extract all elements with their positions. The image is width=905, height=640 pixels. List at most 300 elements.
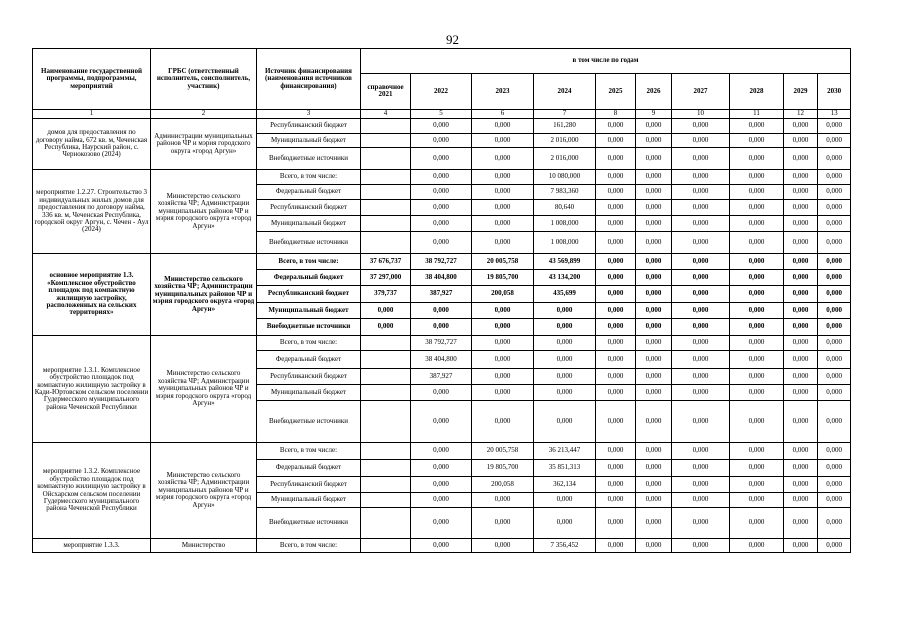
amount-cell: 0,000: [784, 539, 818, 553]
amount-cell: [361, 232, 411, 254]
amount-cell: 0,000: [411, 443, 472, 460]
amount-cell: 0,000: [672, 477, 730, 493]
amount-cell: 0,000: [672, 460, 730, 477]
amount-cell: 20 005,758: [472, 254, 534, 270]
amount-cell: 0,000: [818, 351, 851, 369]
amount-cell: 0,000: [636, 319, 672, 336]
amount-cell: 35 851,313: [534, 460, 596, 477]
amount-cell: [361, 216, 411, 232]
amount-cell: 80,640: [534, 200, 596, 216]
amount-cell: 0,000: [730, 148, 784, 170]
amount-cell: 0,000: [596, 443, 636, 460]
amount-cell: 200,058: [472, 286, 534, 303]
amount-cell: [361, 385, 411, 401]
amount-cell: 0,000: [784, 493, 818, 508]
amount-cell: 2 016,000: [534, 148, 596, 170]
amount-cell: 0,000: [730, 134, 784, 148]
grbs-name: Министерство сельского хозяйства ЧР; Администрации муниципальных районов ЧР и мэрия городского округа «город Аргун»: [151, 443, 257, 539]
column-number: 10: [672, 110, 730, 119]
amount-cell: 0,000: [818, 200, 851, 216]
amount-cell: 0,000: [596, 232, 636, 254]
amount-cell: 0,000: [596, 493, 636, 508]
amount-cell: 0,000: [818, 319, 851, 336]
amount-cell: 0,000: [636, 254, 672, 270]
amount-cell: 0,000: [730, 369, 784, 385]
funding-source: Республиканский бюджет: [257, 477, 361, 493]
amount-cell: 0,000: [596, 369, 636, 385]
amount-cell: 0,000: [636, 401, 672, 443]
amount-cell: 0,000: [784, 319, 818, 336]
amount-cell: [361, 134, 411, 148]
page-number: 92: [446, 32, 459, 47]
amount-cell: 43 569,899: [534, 254, 596, 270]
amount-cell: 0,000: [636, 351, 672, 369]
amount-cell: 0,000: [636, 232, 672, 254]
amount-cell: 0,000: [596, 134, 636, 148]
amount-cell: 0,000: [361, 319, 411, 336]
amount-cell: 0,000: [818, 401, 851, 443]
amount-cell: 0,000: [636, 119, 672, 134]
amount-cell: 0,000: [818, 270, 851, 286]
funding-source: Республиканский бюджет: [257, 286, 361, 303]
amount-cell: 0,000: [730, 303, 784, 319]
amount-cell: 0,000: [472, 336, 534, 351]
funding-source: Внебюджетные источники: [257, 319, 361, 336]
amount-cell: [361, 351, 411, 369]
amount-cell: 0,000: [596, 119, 636, 134]
amount-cell: 435,699: [534, 286, 596, 303]
header-year: 2025: [596, 73, 636, 109]
funding-source: Внебюджетные источники: [257, 508, 361, 539]
funding-source: Внебюджетные источники: [257, 401, 361, 443]
amount-cell: 0,000: [534, 336, 596, 351]
amount-cell: 0,000: [636, 336, 672, 351]
amount-cell: 0,000: [818, 232, 851, 254]
amount-cell: 2 016,000: [534, 134, 596, 148]
amount-cell: 0,000: [784, 119, 818, 134]
amount-cell: 0,000: [818, 185, 851, 200]
amount-cell: 0,000: [672, 134, 730, 148]
amount-cell: 0,000: [472, 351, 534, 369]
amount-cell: 0,000: [672, 385, 730, 401]
amount-cell: 0,000: [818, 254, 851, 270]
amount-cell: 0,000: [784, 254, 818, 270]
amount-cell: 0,000: [784, 170, 818, 185]
amount-cell: 0,000: [672, 254, 730, 270]
amount-cell: 0,000: [411, 385, 472, 401]
column-number: 1: [33, 110, 151, 119]
amount-cell: 0,000: [534, 385, 596, 401]
amount-cell: 10 080,000: [534, 170, 596, 185]
measure-name: мероприятие 1.3.1. Комплексное обустройство площадок под компактную жилищную застройку в Кади-Юртовском сельском поселении Гудермесского муниципального района Чеченской Республики: [33, 336, 151, 443]
amount-cell: 0,000: [472, 319, 534, 336]
amount-cell: 0,000: [534, 493, 596, 508]
header-year: 2024: [534, 73, 596, 109]
amount-cell: 0,000: [411, 477, 472, 493]
amount-cell: 0,000: [784, 286, 818, 303]
table-body: [33, 119, 851, 553]
funding-source: Муниципальный бюджет: [257, 216, 361, 232]
amount-cell: 0,000: [472, 134, 534, 148]
amount-cell: 0,000: [636, 148, 672, 170]
amount-cell: 20 005,758: [472, 443, 534, 460]
amount-cell: 38 792,727: [411, 254, 472, 270]
amount-cell: [361, 460, 411, 477]
amount-cell: 0,000: [730, 185, 784, 200]
amount-cell: 0,000: [411, 119, 472, 134]
amount-cell: 200,058: [472, 477, 534, 493]
grbs-name: Министерство сельского хозяйства ЧР; Администрации муниципальных районов ЧР и мэрия городского округа «город Аргун»: [151, 254, 257, 336]
amount-cell: 0,000: [784, 443, 818, 460]
amount-cell: 0,000: [672, 185, 730, 200]
amount-cell: 0,000: [672, 200, 730, 216]
amount-cell: [361, 477, 411, 493]
header-row: [33, 49, 851, 74]
amount-cell: 37 297,000: [361, 270, 411, 286]
amount-cell: 38 404,800: [411, 351, 472, 369]
amount-cell: 0,000: [596, 185, 636, 200]
amount-cell: 0,000: [730, 460, 784, 477]
funding-source: Всего, в том числе:: [257, 539, 361, 553]
header-year: 2023: [472, 73, 534, 109]
amount-cell: 0,000: [818, 443, 851, 460]
amount-cell: 0,000: [636, 477, 672, 493]
amount-cell: 0,000: [472, 493, 534, 508]
amount-cell: 0,000: [672, 319, 730, 336]
funding-source: Федеральный бюджет: [257, 351, 361, 369]
amount-cell: 0,000: [818, 477, 851, 493]
amount-cell: 0,000: [636, 134, 672, 148]
funding-source: Федеральный бюджет: [257, 460, 361, 477]
amount-cell: 0,000: [411, 493, 472, 508]
amount-cell: 0,000: [784, 385, 818, 401]
amount-cell: 0,000: [596, 148, 636, 170]
amount-cell: 0,000: [784, 200, 818, 216]
amount-cell: 0,000: [730, 477, 784, 493]
column-number-row: [33, 110, 851, 119]
amount-cell: 1 008,000: [534, 232, 596, 254]
amount-cell: 0,000: [534, 401, 596, 443]
amount-cell: [361, 200, 411, 216]
amount-cell: 0,000: [672, 443, 730, 460]
amount-cell: 0,000: [534, 303, 596, 319]
amount-cell: 0,000: [411, 319, 472, 336]
column-number: 12: [784, 110, 818, 119]
amount-cell: 0,000: [596, 254, 636, 270]
amount-cell: 0,000: [411, 303, 472, 319]
amount-cell: 0,000: [411, 200, 472, 216]
header-funding-source: Источник финансирования (наименования источников финансирования): [257, 49, 361, 110]
amount-cell: 38 792,727: [411, 336, 472, 351]
amount-cell: 0,000: [411, 185, 472, 200]
column-number: 5: [411, 110, 472, 119]
amount-cell: 0,000: [472, 385, 534, 401]
column-number: 6: [472, 110, 534, 119]
grbs-name: Министерство: [151, 539, 257, 553]
funding-source: Республиканский бюджет: [257, 200, 361, 216]
table-row: [33, 336, 851, 351]
amount-cell: 0,000: [472, 539, 534, 553]
amount-cell: 0,000: [636, 286, 672, 303]
column-number: 8: [596, 110, 636, 119]
table-row: [33, 539, 851, 553]
amount-cell: 0,000: [784, 508, 818, 539]
funding-source: Муниципальный бюджет: [257, 385, 361, 401]
amount-cell: [361, 369, 411, 385]
amount-cell: 0,000: [672, 401, 730, 443]
amount-cell: 0,000: [534, 508, 596, 539]
amount-cell: 0,000: [472, 303, 534, 319]
amount-cell: 0,000: [818, 460, 851, 477]
header-year: 2029: [784, 73, 818, 109]
amount-cell: 0,000: [534, 319, 596, 336]
amount-cell: 0,000: [636, 270, 672, 286]
grbs-name: Администрации муниципальных районов ЧР и мэрия городского округа «город Аргун»: [151, 119, 257, 170]
amount-cell: 0,000: [472, 148, 534, 170]
funding-source: Муниципальный бюджет: [257, 134, 361, 148]
amount-cell: 0,000: [730, 170, 784, 185]
amount-cell: 0,000: [818, 493, 851, 508]
amount-cell: 0,000: [784, 148, 818, 170]
amount-cell: 0,000: [784, 134, 818, 148]
amount-cell: 38 404,800: [411, 270, 472, 286]
amount-cell: 0,000: [818, 385, 851, 401]
amount-cell: 0,000: [730, 539, 784, 553]
amount-cell: 0,000: [672, 119, 730, 134]
amount-cell: 0,000: [411, 401, 472, 443]
amount-cell: 0,000: [596, 270, 636, 286]
amount-cell: 0,000: [730, 232, 784, 254]
amount-cell: 0,000: [818, 286, 851, 303]
measure-name: основное мероприятие 1.3. «Комплексное обустройство площадок под компактную жилищную застройку, расположенных на сельских территориях»: [33, 254, 151, 336]
amount-cell: [361, 185, 411, 200]
header-years-group: в том числе по годам: [361, 49, 851, 74]
amount-cell: 0,000: [730, 286, 784, 303]
funding-source: Внебюджетные источники: [257, 232, 361, 254]
amount-cell: 0,000: [636, 200, 672, 216]
measure-name: домов для предоставления по договору найма, 672 кв. м, Чеченская Республика, Наурский район, с. Чернокозово (2024): [33, 119, 151, 170]
header-year: 2027: [672, 73, 730, 109]
amount-cell: 0,000: [596, 336, 636, 351]
amount-cell: 0,000: [636, 443, 672, 460]
amount-cell: 0,000: [730, 493, 784, 508]
amount-cell: [361, 336, 411, 351]
amount-cell: 362,134: [534, 477, 596, 493]
amount-cell: 387,927: [411, 369, 472, 385]
amount-cell: 0,000: [784, 401, 818, 443]
header-ref-year: справочное 2021: [361, 73, 411, 109]
amount-cell: 0,000: [596, 477, 636, 493]
column-number: 9: [636, 110, 672, 119]
amount-cell: 0,000: [636, 216, 672, 232]
amount-cell: 0,000: [636, 185, 672, 200]
amount-cell: 0,000: [672, 351, 730, 369]
amount-cell: 0,000: [636, 539, 672, 553]
amount-cell: 0,000: [818, 508, 851, 539]
amount-cell: 0,000: [672, 303, 730, 319]
amount-cell: 0,000: [361, 303, 411, 319]
amount-cell: 0,000: [730, 336, 784, 351]
amount-cell: 379,737: [361, 286, 411, 303]
amount-cell: 0,000: [472, 200, 534, 216]
amount-cell: 0,000: [672, 336, 730, 351]
amount-cell: 0,000: [596, 303, 636, 319]
amount-cell: 0,000: [636, 385, 672, 401]
amount-cell: 0,000: [672, 232, 730, 254]
column-number: 7: [534, 110, 596, 119]
amount-cell: 0,000: [472, 508, 534, 539]
amount-cell: 0,000: [730, 351, 784, 369]
amount-cell: 0,000: [472, 369, 534, 385]
table-row: [33, 119, 851, 134]
amount-cell: 0,000: [672, 216, 730, 232]
funding-source: Всего, в том числе:: [257, 336, 361, 351]
amount-cell: [361, 170, 411, 185]
amount-cell: 0,000: [596, 170, 636, 185]
amount-cell: 0,000: [596, 460, 636, 477]
amount-cell: 0,000: [411, 460, 472, 477]
amount-cell: 0,000: [596, 385, 636, 401]
amount-cell: 0,000: [472, 185, 534, 200]
funding-source: Внебюджетные источники: [257, 148, 361, 170]
amount-cell: 0,000: [672, 508, 730, 539]
header-year: 2028: [730, 73, 784, 109]
header-program-name: Наименование государственной программы, подпрограммы, мероприятий: [33, 49, 151, 110]
funding-source: Всего, в том числе:: [257, 443, 361, 460]
amount-cell: 19 805,700: [472, 270, 534, 286]
amount-cell: 0,000: [784, 216, 818, 232]
budget-table: [32, 48, 851, 553]
amount-cell: 0,000: [730, 200, 784, 216]
column-number: 2: [151, 110, 257, 119]
amount-cell: 0,000: [730, 254, 784, 270]
table-row: [33, 443, 851, 460]
column-number: 11: [730, 110, 784, 119]
grbs-name: Министерство сельского хозяйства ЧР; Администрации муниципальных районов ЧР и мэрия городского округа «город Аргун»: [151, 170, 257, 254]
amount-cell: 0,000: [472, 216, 534, 232]
column-number: 3: [257, 110, 361, 119]
amount-cell: 0,000: [472, 119, 534, 134]
amount-cell: 37 676,737: [361, 254, 411, 270]
amount-cell: 7 983,360: [534, 185, 596, 200]
amount-cell: 0,000: [636, 170, 672, 185]
amount-cell: 36 213,447: [534, 443, 596, 460]
amount-cell: 0,000: [672, 270, 730, 286]
measure-name: мероприятие 1.3.2. Комплексное обустройство площадок под компактную жилищную застройку в Ойсхарском сельском поселении Гудермесского муниципального района Чеченской Республики: [33, 443, 151, 539]
amount-cell: 0,000: [636, 369, 672, 385]
amount-cell: 0,000: [596, 351, 636, 369]
amount-cell: 0,000: [411, 134, 472, 148]
amount-cell: [361, 119, 411, 134]
amount-cell: 387,927: [411, 286, 472, 303]
table-row: [33, 254, 851, 270]
amount-cell: 0,000: [411, 216, 472, 232]
amount-cell: 0,000: [596, 508, 636, 539]
amount-cell: 0,000: [411, 170, 472, 185]
amount-cell: 0,000: [818, 303, 851, 319]
measure-name: мероприятие 1.2.27. Строительство 3 индивидуальных жилых домов для предоставления по договору найма, 336 кв. м, Чеченская Республика, городской округ Аргун, с. Чечен - Аул (2024): [33, 170, 151, 254]
amount-cell: 0,000: [411, 539, 472, 553]
amount-cell: 0,000: [730, 119, 784, 134]
amount-cell: 0,000: [672, 539, 730, 553]
amount-cell: 0,000: [672, 286, 730, 303]
amount-cell: 19 805,700: [472, 460, 534, 477]
amount-cell: 0,000: [596, 319, 636, 336]
amount-cell: 0,000: [818, 119, 851, 134]
amount-cell: [361, 493, 411, 508]
amount-cell: [361, 508, 411, 539]
amount-cell: 0,000: [730, 508, 784, 539]
amount-cell: 0,000: [472, 170, 534, 185]
funding-source: Федеральный бюджет: [257, 270, 361, 286]
amount-cell: 0,000: [818, 369, 851, 385]
amount-cell: 0,000: [784, 185, 818, 200]
funding-source: Федеральный бюджет: [257, 185, 361, 200]
header-year: 2030: [818, 73, 851, 109]
amount-cell: 0,000: [784, 232, 818, 254]
amount-cell: 0,000: [596, 286, 636, 303]
amount-cell: 0,000: [818, 134, 851, 148]
amount-cell: 0,000: [730, 270, 784, 286]
amount-cell: 0,000: [784, 369, 818, 385]
amount-cell: 0,000: [784, 460, 818, 477]
amount-cell: 0,000: [818, 148, 851, 170]
amount-cell: 0,000: [730, 216, 784, 232]
amount-cell: 0,000: [596, 216, 636, 232]
amount-cell: 43 134,200: [534, 270, 596, 286]
amount-cell: [361, 148, 411, 170]
amount-cell: 0,000: [672, 170, 730, 185]
amount-cell: 0,000: [636, 303, 672, 319]
amount-cell: 7 356,452: [534, 539, 596, 553]
amount-cell: [361, 539, 411, 553]
amount-cell: 0,000: [636, 493, 672, 508]
amount-cell: 0,000: [818, 170, 851, 185]
funding-source: Республиканский бюджет: [257, 369, 361, 385]
amount-cell: 0,000: [636, 508, 672, 539]
amount-cell: 0,000: [818, 336, 851, 351]
amount-cell: 0,000: [472, 232, 534, 254]
amount-cell: 0,000: [672, 148, 730, 170]
funding-source: Муниципальный бюджет: [257, 493, 361, 508]
amount-cell: 0,000: [472, 401, 534, 443]
amount-cell: 0,000: [534, 369, 596, 385]
amount-cell: 0,000: [784, 303, 818, 319]
amount-cell: 0,000: [730, 385, 784, 401]
column-number: 13: [818, 110, 851, 119]
funding-source: Муниципальный бюджет: [257, 303, 361, 319]
amount-cell: 0,000: [534, 351, 596, 369]
amount-cell: 1 008,000: [534, 216, 596, 232]
amount-cell: 0,000: [411, 232, 472, 254]
amount-cell: 0,000: [636, 460, 672, 477]
amount-cell: 0,000: [730, 401, 784, 443]
amount-cell: 0,000: [818, 539, 851, 553]
column-number: 4: [361, 110, 411, 119]
amount-cell: 0,000: [784, 351, 818, 369]
header-year: 2026: [636, 73, 672, 109]
amount-cell: 0,000: [818, 216, 851, 232]
amount-cell: 0,000: [596, 539, 636, 553]
amount-cell: 0,000: [596, 401, 636, 443]
amount-cell: [361, 401, 411, 443]
header-year: 2022: [411, 73, 472, 109]
table-row: [33, 170, 851, 185]
header-grbs: ГРБС (ответственный исполнитель, соисполнитель, участник): [151, 49, 257, 110]
grbs-name: Министерство сельского хозяйства ЧР; Администрации муниципальных районов ЧР и мэрия городского округа «город Аргун»: [151, 336, 257, 443]
amount-cell: 0,000: [784, 336, 818, 351]
amount-cell: 0,000: [730, 443, 784, 460]
